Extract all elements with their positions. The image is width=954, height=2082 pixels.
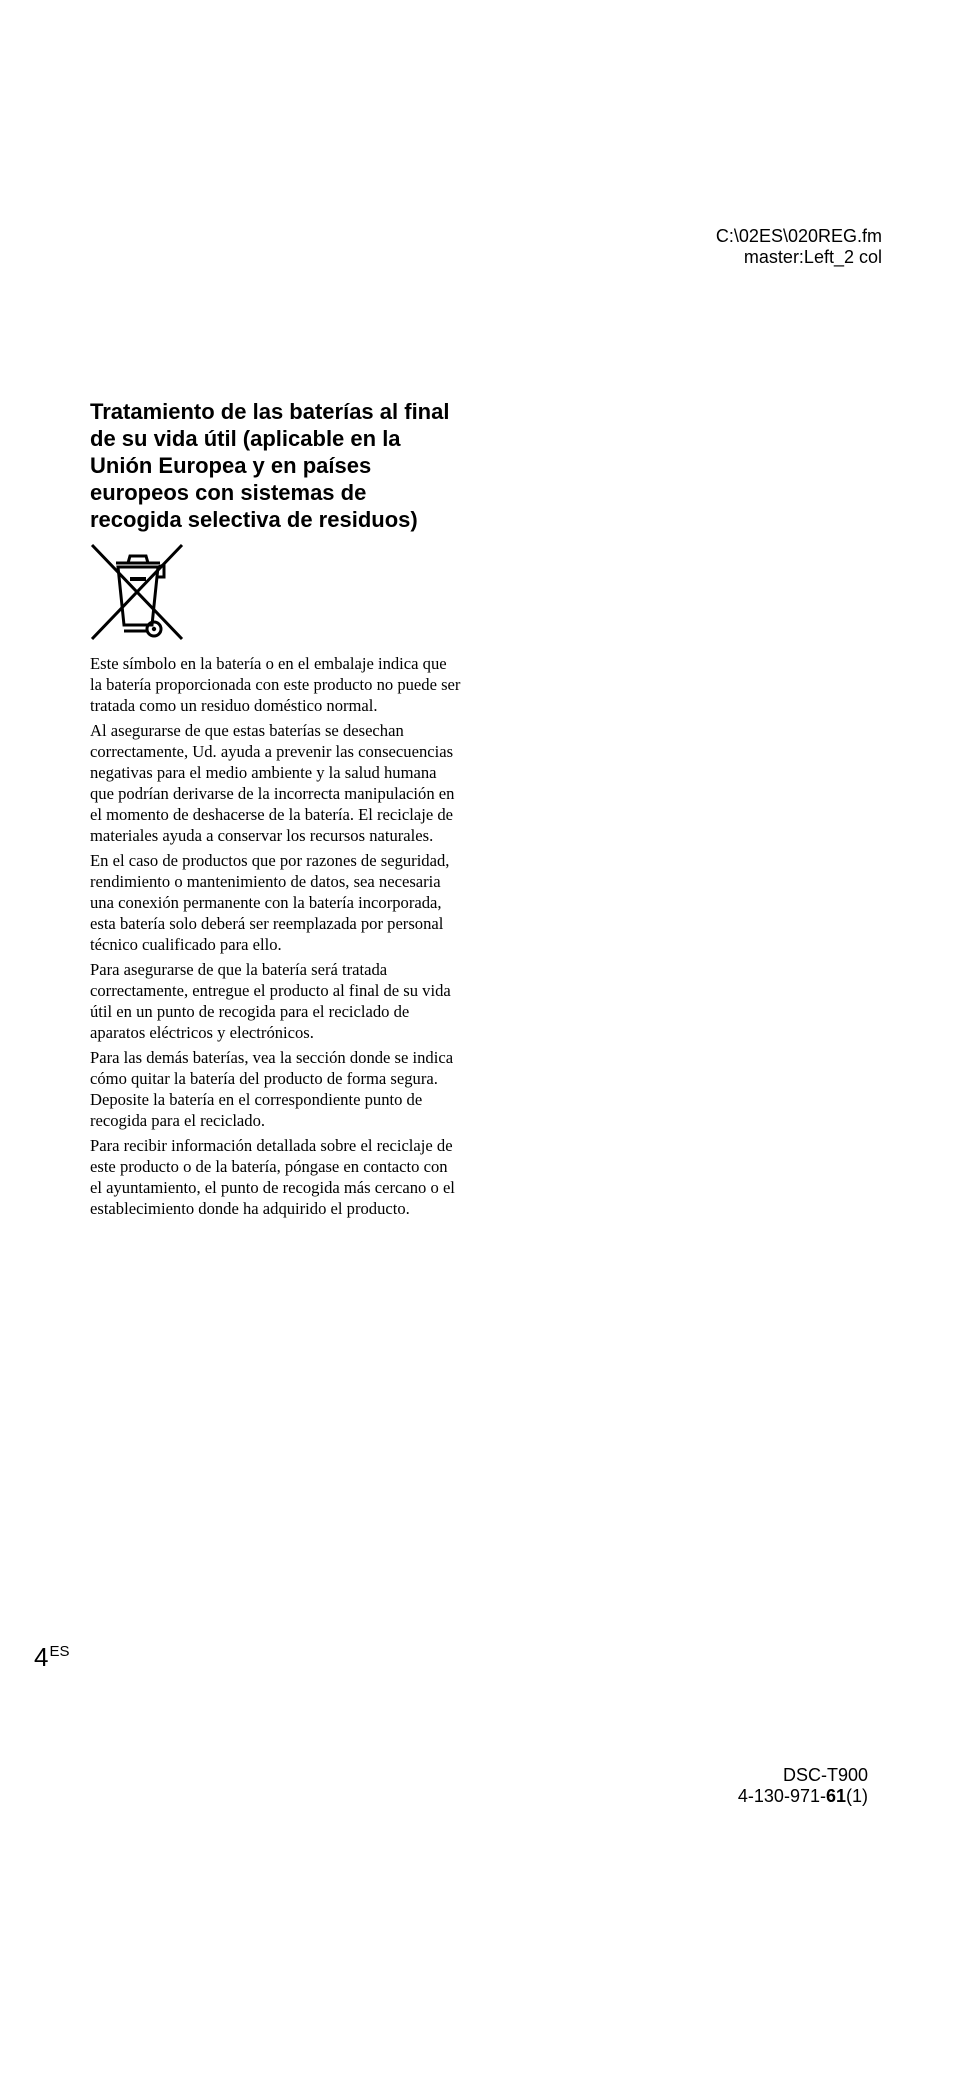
- document-code-prefix: 4-130-971-: [737, 1786, 826, 1806]
- master-page-label: master:Left_2 col: [743, 247, 882, 267]
- battery-disposal-section: [90, 398, 462, 1223]
- crossed-out-wheelie-bin-icon: [90, 543, 186, 641]
- paragraph-built-in-battery: En el caso de productos que por razones de seguridad, rendimiento o mantenimiento de datos, sea necesaria una conexión permanente con la batería incorporada, esta batería solo deberá ser reemplazada por personal técnico cualificado para ello.: [90, 851, 450, 954]
- section-title: Tratamiento de las baterías al final de su vida útil (aplicable en la Unión Europea y en países europeos con sistemas de recogida selectiva de residuos): [90, 399, 450, 532]
- page-language-suffix: ES: [49, 1643, 70, 1660]
- document-code-suffix: (1): [846, 1786, 868, 1806]
- paragraph-other-batteries: Para las demás baterías, vea la sección donde se indica cómo quitar la batería del producto de forma segura. Deposite la batería en el correspondiente punto de recogida para el reciclado.: [90, 1048, 454, 1130]
- document-code-bold: 61: [825, 1786, 846, 1806]
- model-name: DSC-T900: [782, 1765, 868, 1785]
- page-number: [34, 1638, 69, 1671]
- paragraph-more-info: Para recibir información detallada sobre el reciclaje de este producto o de la batería, póngase en contacto con el ayuntamiento, el punto de recogida más cercano o el establecimiento donde ha adquirido el producto.: [90, 1136, 455, 1218]
- paragraph-collection-point: Para asegurarse de que la batería será tratada correctamente, entregue el producto al final de su vida útil en un punto de recogida para el reciclado de aparatos eléctricos y electrónicos.: [90, 960, 451, 1042]
- file-path: C:\02ES\020REG.fm: [715, 226, 882, 246]
- paragraph-environment: Al asegurarse de que estas baterías se desechan correctamente, Ud. ayuda a prevenir las consecuencias negativas para el medio ambiente y la salud humana que podrían derivarse de la incorrecta manipulación en el momento de deshacerse de la batería. El reciclaje de materiales ayuda a conservar los recursos naturales.: [90, 721, 455, 845]
- page-number-value: 4: [34, 1642, 49, 1672]
- file-header: [716, 226, 882, 268]
- document-code: [738, 1786, 868, 1807]
- document-footer: [738, 1765, 868, 1807]
- paragraph-symbol-meaning: Este símbolo en la batería o en el embalaje indica que la batería proporcionada con este producto no puede ser tratada como un residuo doméstico normal.: [90, 654, 461, 715]
